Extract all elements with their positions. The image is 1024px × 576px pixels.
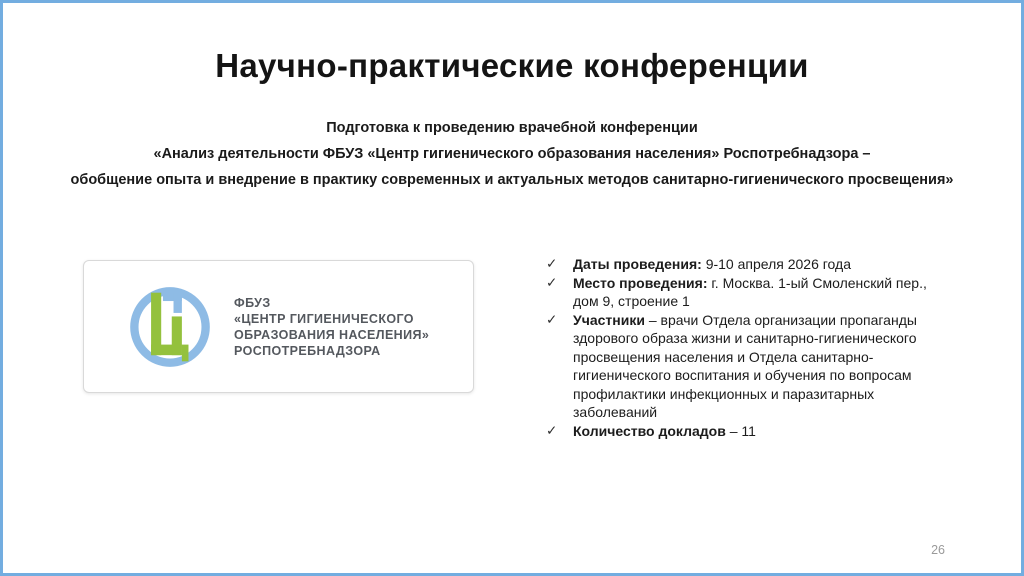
list-item-label: Место проведения: — [573, 274, 708, 291]
list-item-body — [573, 422, 950, 441]
checkmark-icon: ✓ — [546, 422, 558, 438]
list-item-label: Даты проведения: — [573, 256, 702, 272]
list-item-text: 9-10 апреля 2026 года — [705, 256, 851, 272]
subtitle-line: обобщение опыта и внедрение в практику современных и актуальных методов санитарно-гигиенического просвещения» — [70, 172, 954, 188]
organization-name-line: ФБУЗ — [234, 295, 271, 310]
list-item-text: – 11 — [729, 422, 756, 439]
subtitle-line: Подготовка к проведению врачебной конференции — [326, 120, 698, 136]
list-item-body — [573, 255, 950, 274]
page-number: 26 — [931, 543, 945, 557]
organization-logo-card — [83, 260, 474, 393]
organization-name-line: РОСПОТРЕБНАДЗОРА — [234, 343, 381, 358]
organization-logo-icon — [126, 283, 214, 371]
list-item-label: Количество докладов — [573, 422, 726, 439]
checkmark-icon: ✓ — [546, 256, 558, 271]
list-item-label: Участники — [573, 311, 645, 328]
list-item — [546, 422, 950, 441]
organization-name-line: ОБРАЗОВАНИЯ НАСЕЛЕНИЯ» — [234, 327, 430, 342]
conference-details-list — [546, 255, 950, 440]
checkmark-icon: ✓ — [546, 274, 558, 290]
organization-name — [234, 295, 429, 359]
list-item — [546, 274, 950, 311]
slide-subtitle — [43, 115, 981, 193]
organization-name-line: «ЦЕНТР ГИГИЕНИЧЕСКОГО — [234, 311, 414, 326]
checkmark-icon: ✓ — [546, 311, 558, 327]
list-item — [546, 255, 950, 274]
list-item-text: г. Москва. 1-ый Смоленский пер., дом 9, строение 1 — [573, 274, 927, 309]
subtitle-line: «Анализ деятельности ФБУЗ «Центр гигиенического образования населения» Роспотребнадзора – — [153, 146, 871, 162]
slide-title: Научно-практические конференции — [215, 47, 809, 84]
list-item-text: – врачи Отдела организации пропаганды здорового образа жизни и санитарно-гигиенического просвещения населения и Отдела санитарно-гигиенического воспитания и обучения по вопросам профилактики инфекционных и паразитарных заболеваний — [573, 311, 917, 420]
list-item-body — [573, 274, 950, 311]
list-item-body — [573, 311, 950, 422]
list-item — [546, 311, 950, 422]
